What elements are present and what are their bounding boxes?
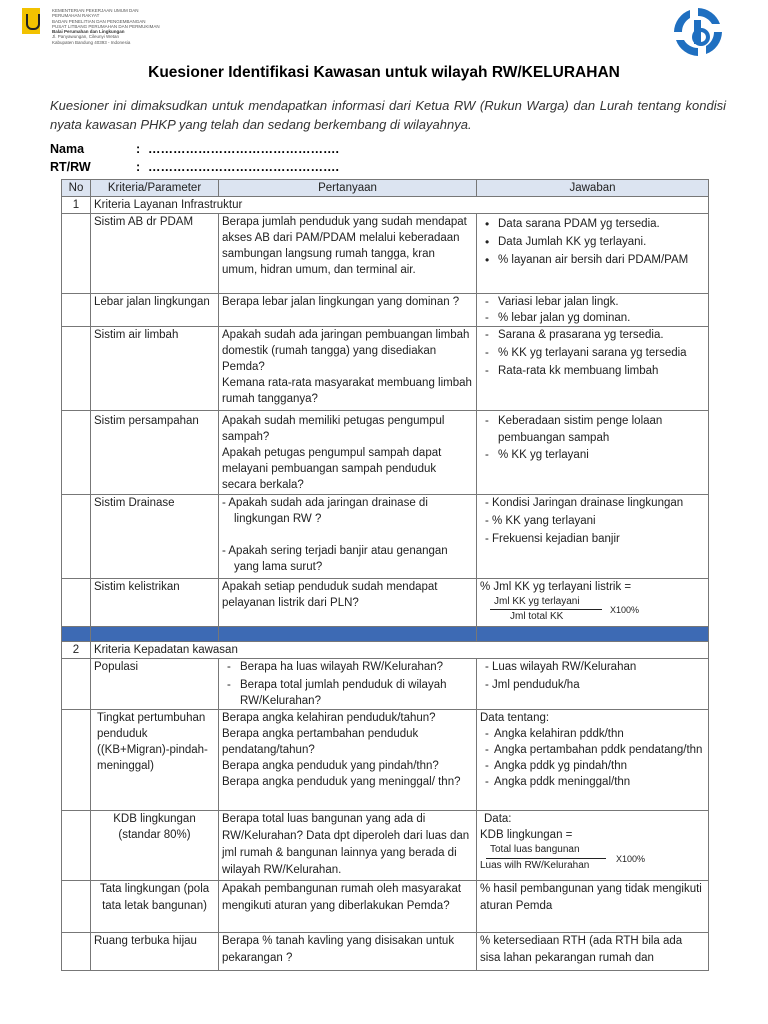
table-row: [62, 294, 709, 327]
table-header-row: [62, 180, 709, 197]
row-answer: [477, 495, 709, 579]
list-item: - Keberadaan sistim penge lolaan pembuangan sampah: [480, 413, 705, 447]
name-label: Nama: [50, 142, 85, 156]
row-parameter: Sistim kelistrikan: [91, 579, 219, 627]
row-parameter: Sistim persampahan: [91, 411, 219, 495]
row-question: [219, 327, 477, 411]
row-answer: % ketersediaan RTH (ada RTH bila ada sisa lahan pekarangan rumah dan: [477, 933, 709, 971]
section-divider: [62, 627, 709, 642]
row-parameter: KDB lingkungan (standar 80%): [91, 811, 219, 881]
list-item: - % lebar jalan yg dominan.: [480, 310, 705, 326]
agency-line: KEMENTERIAN PEKERJAAN UMUM DAN PERUMAHAN RAKYAT: [52, 8, 139, 19]
list-item: - % KK yang terlayani: [480, 513, 705, 529]
row-question: Berapa lebar jalan lingkungan yang dominan ?: [219, 294, 477, 327]
fraction-bar: [486, 858, 606, 859]
formula-multiplier: X100%: [616, 854, 646, 864]
table-row: [62, 579, 709, 627]
answer-line: KDB lingkungan =: [480, 829, 573, 841]
row-answer: [477, 411, 709, 495]
row-parameter: Tingkat pertumbuhan penduduk ((KB+Migran)-pindah-meninggal): [91, 710, 219, 811]
name-colon: :: [136, 142, 141, 156]
row-question: Berapa total luas bangunan yang ada di RW/Kelurahan? Data dpt diperoleh dari luas dan jml rumah & bangunan lainnya yang berada di wilayah RW/Kelurahan.: [219, 811, 477, 881]
agency-line: Balai Perumahan dan Lingkungan: [52, 29, 125, 35]
list-item: - % KK yg terlayani sarana yg tersedia: [480, 345, 705, 361]
question-line: Berapa angka penduduk yang pindah/thn?: [222, 760, 439, 772]
row-answer: [477, 214, 709, 294]
formula-numerator: Total luas bangunan: [490, 844, 580, 855]
agency-line: Jl. Panyawungan, Cileunyi Wetan: [52, 34, 119, 40]
question-line: Kemana rata-rata masyarakat membuang limbah rumah tangganya?: [222, 377, 472, 405]
formula-multiplier: X100%: [610, 605, 640, 615]
table-row: [62, 933, 709, 971]
row-parameter: Sistim Drainase: [91, 495, 219, 579]
answer-text: % Jml KK yg terlayani listrik =: [480, 581, 632, 593]
formula-numerator: Jml KK yg terlayani: [494, 596, 580, 607]
answer-text: Data tentang:: [480, 712, 550, 724]
row-parameter: Populasi: [91, 659, 219, 710]
section-number: 2: [62, 642, 91, 659]
intro-paragraph: Kuesioner ini dimaksudkan untuk mendapatkan informasi dari Ketua RW (Rukun Warga) dan Lurah tentang kondisi nyata kawasan PHKP yang telah dan sedang berkembang di wilayahnya.: [50, 98, 726, 132]
row-question: Apakah pembangunan rumah oleh masyarakat mengikuti aturan yang diberlakukan Pemda?: [219, 881, 477, 933]
row-parameter: Sistim air limbah: [91, 327, 219, 411]
row-parameter: Ruang terbuka hijau: [91, 933, 219, 971]
section-number: 1: [62, 197, 91, 214]
list-item: - % KK yg terlayani: [480, 447, 705, 463]
list-item: - Variasi lebar jalan lingk.: [480, 294, 705, 310]
table-row: [62, 659, 709, 710]
list-item: - Angka pertambahan pddk pendatang/thn: [480, 742, 705, 758]
name-field[interactable]: [50, 142, 339, 156]
rtrw-value: ……………………………………….: [148, 160, 339, 174]
list-item: - Berapa total jumlah penduduk di wilayah RW/Kelurahan?: [222, 677, 473, 709]
section-row: [62, 197, 709, 214]
list-item: - Angka pddk yg pindah/thn: [480, 758, 705, 774]
row-answer: % hasil pembangunan yang tidak mengikuti aturan Pemda: [477, 881, 709, 933]
agency-line: PUSAT LITBANG PERUMAHAN DAN PERMUKIMAN: [52, 23, 160, 29]
question-line: Apakah sudah memiliki petugas pengumpul sampah?: [222, 415, 445, 443]
row-question: Berapa % tanah kavling yang disisakan untuk pekarangan ?: [219, 933, 477, 971]
rtrw-field[interactable]: [50, 160, 339, 174]
row-answer: [477, 579, 709, 627]
header-question: Pertanyaan: [219, 180, 477, 197]
fraction-bar: [490, 609, 602, 610]
header-criteria: Kriteria/Parameter: [91, 180, 219, 197]
row-parameter: Sistim AB dr PDAM: [91, 214, 219, 294]
question-line: Berapa angka penduduk yang meninggal/ thn?: [222, 776, 461, 788]
section-row: [62, 642, 709, 659]
section-title: Kriteria Kepadatan kawasan: [91, 642, 709, 659]
row-question: Berapa jumlah penduduk yang sudah mendapat akses AB dari PAM/PDAM melalui keberadaan sambungan langsung rumah tangga, kran umum, hidran umum, dan terminal air.: [219, 214, 477, 294]
header-no: No: [62, 180, 91, 197]
row-answer: [477, 710, 709, 811]
formula-denominator: Jml total KK: [510, 611, 564, 622]
question-line: Berapa angka kelahiran penduduk/tahun?: [222, 712, 436, 724]
formula-denominator: Luas wilh RW/Kelurahan: [480, 860, 590, 871]
row-answer: [477, 811, 709, 881]
section-title: Kriteria Layanan Infrastruktur: [91, 197, 709, 214]
list-item: • % layanan air bersih dari PDAM/PAM: [480, 252, 705, 268]
list-item: - Berapa ha luas wilayah RW/Kelurahan?: [222, 659, 473, 675]
formula: [480, 596, 705, 624]
row-answer: [477, 327, 709, 411]
row-parameter: Tata lingkungan (pola tata letak bangunan): [91, 881, 219, 933]
question-line: - Apakah sudah ada jaringan drainase di lingkungan RW ?: [222, 497, 428, 525]
question-line: Berapa angka pertambahan penduduk pendatang/tahun?: [222, 728, 419, 756]
row-question: [219, 411, 477, 495]
list-item: • Data sarana PDAM yg tersedia.: [480, 216, 705, 232]
row-question: [219, 710, 477, 811]
agency-line: Kabupaten Bandung 40393 - Indonesia: [52, 39, 131, 45]
rtrw-label: RT/RW: [50, 160, 91, 174]
row-question: [219, 659, 477, 710]
list-item: - Sarana & prasarana yg tersedia.: [480, 327, 705, 343]
document-title: Kuesioner Identifikasi Kawasan untuk wilayah RW/KELURAHAN: [148, 64, 620, 81]
question-line: - Apakah sering terjadi banjir atau genangan yang lama surut?: [222, 545, 448, 573]
row-answer: [477, 294, 709, 327]
row-question: Apakah setiap penduduk sudah mendapat pelayanan listrik dari PLN?: [219, 579, 477, 627]
rtrw-colon: :: [136, 160, 141, 174]
table-row: [62, 214, 709, 294]
name-value: ……………………………………….: [148, 142, 339, 156]
balai-logo-icon: [672, 6, 724, 58]
agency-letterhead: [52, 8, 162, 45]
formula: [480, 844, 705, 872]
list-item: - Angka pddk meninggal/thn: [480, 774, 705, 790]
list-item: - Angka kelahiran pddk/thn: [480, 726, 705, 742]
list-item: - Luas wilayah RW/Kelurahan: [480, 659, 705, 675]
list-item: - Frekuensi kejadian banjir: [480, 531, 705, 547]
list-item: - Kondisi Jaringan drainase lingkungan: [480, 495, 705, 511]
list-item: - Rata-rata kk membuang limbah: [480, 363, 705, 379]
question-line: Apakah petugas pengumpul sampah dapat melayani pembuangan sampah penduduk secara berkala?: [222, 447, 442, 491]
row-answer: [477, 659, 709, 710]
question-line: Apakah sudah ada jaringan pembuangan limbah domestik (rumah tangga) yang disediakan Pemda?: [222, 329, 470, 373]
row-parameter: Lebar jalan lingkungan: [91, 294, 219, 327]
header-answer: Jawaban: [477, 180, 709, 197]
table-row: [62, 710, 709, 811]
row-question: [219, 495, 477, 579]
agency-line: BADAN PENELITIAN DAN PENGEMBANGAN: [52, 18, 146, 24]
list-item: • Data Jumlah KK yg terlayani.: [480, 234, 705, 250]
answer-line: Data:: [484, 813, 512, 825]
table-row: [62, 327, 709, 411]
questionnaire-table: [61, 179, 709, 971]
table-row: [62, 411, 709, 495]
list-item: - Jml penduduk/ha: [480, 677, 705, 693]
table-row: [62, 881, 709, 933]
table-row: [62, 811, 709, 881]
ministry-logo-icon: [22, 8, 40, 34]
table-row: [62, 495, 709, 579]
